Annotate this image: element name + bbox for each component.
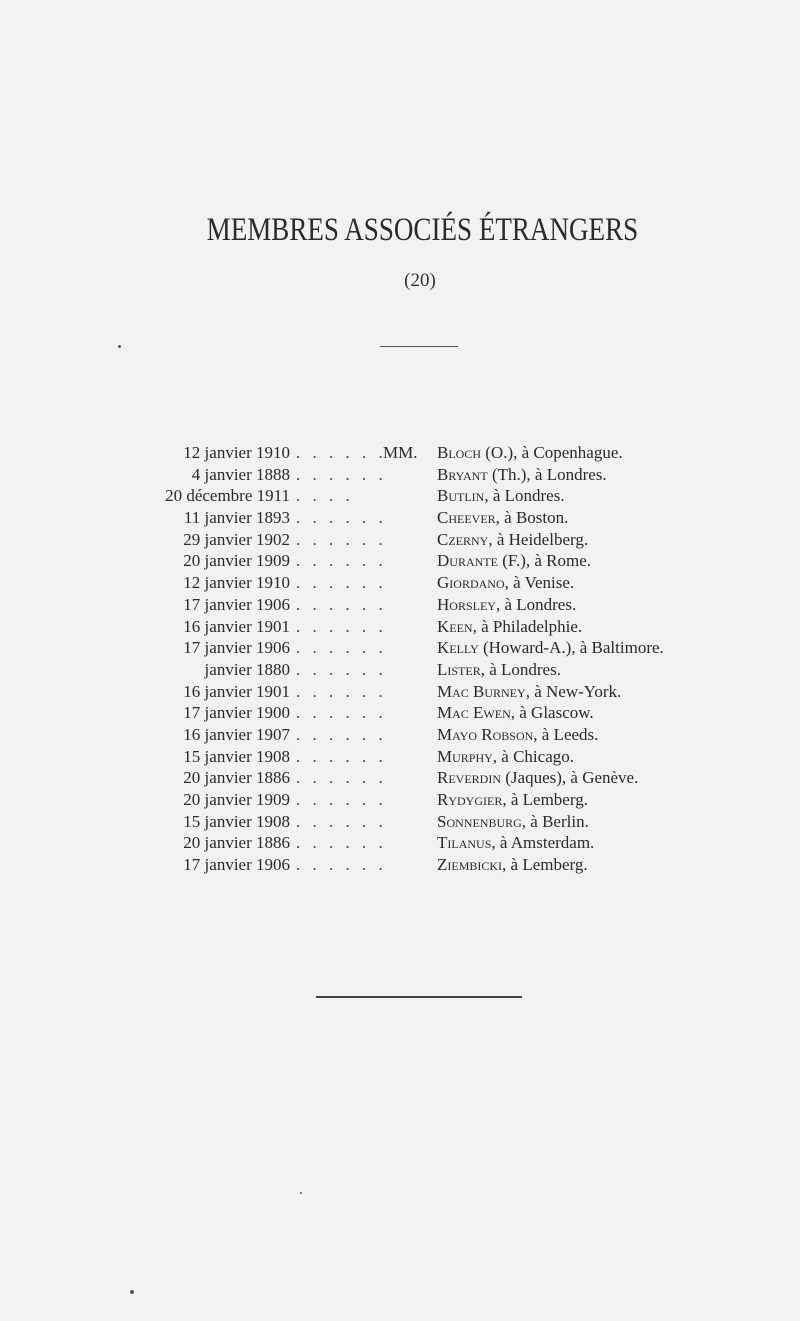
leader-dots: . . . . . . xyxy=(296,681,387,701)
leader-dots: . . . . . . xyxy=(296,529,387,549)
leader-dots: . . . . . . xyxy=(296,811,387,831)
leader-dots: . . . . . . xyxy=(296,855,387,875)
member-details: , à New-York. xyxy=(525,681,622,701)
list-item xyxy=(0,507,800,529)
member-details: , à Heidelberg. xyxy=(488,529,589,549)
member-name xyxy=(437,832,594,854)
election-date: 11 janvier 1893 xyxy=(183,508,290,528)
leader-dots: . . . . . . xyxy=(296,508,387,528)
member-surname: Sonnenburg xyxy=(437,811,522,831)
paper-speck xyxy=(118,345,121,348)
election-date: 12 janvier 1910 xyxy=(183,573,290,593)
list-item xyxy=(0,746,800,768)
list-item xyxy=(0,811,800,833)
member-surname: Keen xyxy=(437,616,473,636)
member-surname: Giordano xyxy=(437,573,505,593)
member-details: , à Glascow. xyxy=(510,703,594,723)
election-date: 16 janvier 1901 xyxy=(183,681,290,701)
member-name xyxy=(437,572,574,594)
list-item xyxy=(0,681,800,703)
honorific-prefix: MM. xyxy=(383,443,418,462)
member-details: (Howard-A.), à Baltimore. xyxy=(478,638,664,658)
member-surname: Reverdin xyxy=(437,768,501,788)
election-date: 17 janvier 1900 xyxy=(183,703,290,723)
member-name xyxy=(437,637,664,659)
list-item xyxy=(0,616,800,638)
member-name xyxy=(437,464,607,486)
member-details: , à Chicago. xyxy=(492,746,574,766)
member-name xyxy=(437,767,638,789)
member-details: , à Berlin. xyxy=(521,811,589,831)
member-details: , à Amsterdam. xyxy=(491,833,595,853)
leader-dots: . . . . . . xyxy=(296,746,387,766)
leader-dots: . . . . . . xyxy=(296,443,387,462)
list-item xyxy=(0,659,800,681)
member-details: (Jaques), à Genève. xyxy=(501,768,639,788)
page-title: MEMBRES ASSOCIÉS ÉTRANGERS xyxy=(206,212,639,248)
member-details: , à Londres. xyxy=(495,594,577,614)
list-item xyxy=(0,767,800,789)
list-item xyxy=(0,637,800,659)
leader-dots: . . . . . . xyxy=(296,833,387,853)
list-item xyxy=(0,854,800,876)
election-date: 20 janvier 1886 xyxy=(183,833,290,853)
member-name xyxy=(437,811,589,833)
member-surname: Czerny xyxy=(437,529,489,549)
member-surname: Tilanus xyxy=(437,833,492,853)
member-details: , à Londres. xyxy=(484,486,565,506)
election-date: janvier 1880 xyxy=(204,659,290,679)
member-name xyxy=(437,550,591,572)
member-name xyxy=(437,529,588,551)
member-details: , à Boston. xyxy=(495,508,569,528)
list-item xyxy=(0,529,800,551)
member-details: (F.), à Rome. xyxy=(497,551,592,571)
list-item xyxy=(0,572,800,594)
member-name xyxy=(437,724,598,746)
leader-dots: . . . . . . xyxy=(296,724,387,744)
member-surname: Bloch xyxy=(437,443,482,462)
member-details: , à Venise. xyxy=(504,573,575,593)
bottom-divider xyxy=(316,996,522,998)
leader-dots: . . . . . . xyxy=(296,464,387,484)
election-date: 15 janvier 1908 xyxy=(183,811,290,831)
member-name xyxy=(437,789,588,811)
list-item xyxy=(0,442,800,464)
election-date: 16 janvier 1901 xyxy=(183,616,290,636)
member-count: (20) xyxy=(404,270,436,291)
leader-dots: . . . . . . xyxy=(296,551,387,571)
leader-dots: . . . . . . xyxy=(296,659,387,679)
election-date: 17 janvier 1906 xyxy=(183,594,290,614)
leader-dots: . . . . . . xyxy=(296,790,387,809)
member-surname: Cheever xyxy=(437,508,496,528)
election-date: 20 janvier 1909 xyxy=(183,551,290,571)
list-item xyxy=(0,485,800,507)
member-surname: Mac Ewen xyxy=(437,703,511,723)
leader-dots: . . . . . . xyxy=(296,616,387,636)
election-date: 12 janvier 1910 xyxy=(183,443,290,462)
member-details: , à Londres. xyxy=(480,659,561,679)
member-surname: Mac Burney xyxy=(437,681,526,701)
list-item xyxy=(0,724,800,746)
member-details: , à Lemberg. xyxy=(502,790,588,809)
election-date: 4 janvier 1888 xyxy=(191,464,290,484)
member-name xyxy=(437,681,621,703)
paper-speck xyxy=(130,1290,134,1294)
member-name xyxy=(437,746,574,768)
list-item xyxy=(0,832,800,854)
member-details: (Th.), à Londres. xyxy=(487,464,607,484)
member-name xyxy=(437,702,594,724)
leader-dots: . . . . . . xyxy=(296,703,387,723)
leader-dots: . . . . . . xyxy=(296,768,387,788)
member-name xyxy=(437,854,588,876)
member-details: , à Leeds. xyxy=(533,724,599,744)
member-list xyxy=(0,442,800,876)
list-item xyxy=(0,789,800,811)
election-date: 20 janvier 1886 xyxy=(183,768,290,788)
election-date: 17 janvier 1906 xyxy=(183,855,290,875)
leader-dots: . . . . . . xyxy=(296,573,387,593)
member-surname: Mayo Robson xyxy=(437,724,534,744)
election-date: 20 décembre 1911 xyxy=(165,486,290,506)
list-item xyxy=(0,702,800,724)
member-details: (O.), à Copenhague. xyxy=(481,443,623,462)
leader-dots: . . . . . . xyxy=(296,638,387,658)
member-name xyxy=(437,616,582,638)
list-item xyxy=(0,594,800,616)
member-surname: Bryant xyxy=(437,464,488,484)
member-name xyxy=(437,485,565,507)
election-date: 16 janvier 1907 xyxy=(183,724,290,744)
member-name xyxy=(437,659,561,681)
leader-dots: . . . . . . xyxy=(296,594,387,614)
leader-dots: . . . . xyxy=(296,486,354,506)
member-name xyxy=(437,594,576,616)
list-item xyxy=(0,550,800,572)
member-details: , à Philadelphie. xyxy=(472,616,583,636)
election-date: 17 janvier 1906 xyxy=(183,638,290,658)
member-name xyxy=(437,442,623,464)
election-date: 20 janvier 1909 xyxy=(183,790,290,809)
member-surname: Durante xyxy=(437,551,498,571)
election-date: 15 janvier 1908 xyxy=(183,746,290,766)
member-surname: Rydygier xyxy=(437,790,503,809)
top-divider xyxy=(380,346,458,347)
member-surname: Butlin xyxy=(437,486,485,506)
member-surname: Murphy xyxy=(437,746,493,766)
member-details: , à Lemberg. xyxy=(502,855,588,875)
member-surname: Horsley xyxy=(437,594,496,614)
list-item xyxy=(0,464,800,486)
paper-speck xyxy=(300,1192,302,1194)
member-name xyxy=(437,507,568,529)
election-date: 29 janvier 1902 xyxy=(183,529,290,549)
member-surname: Ziembicki xyxy=(437,855,503,875)
member-surname: Kelly xyxy=(437,638,479,658)
member-surname: Lister xyxy=(437,659,481,679)
